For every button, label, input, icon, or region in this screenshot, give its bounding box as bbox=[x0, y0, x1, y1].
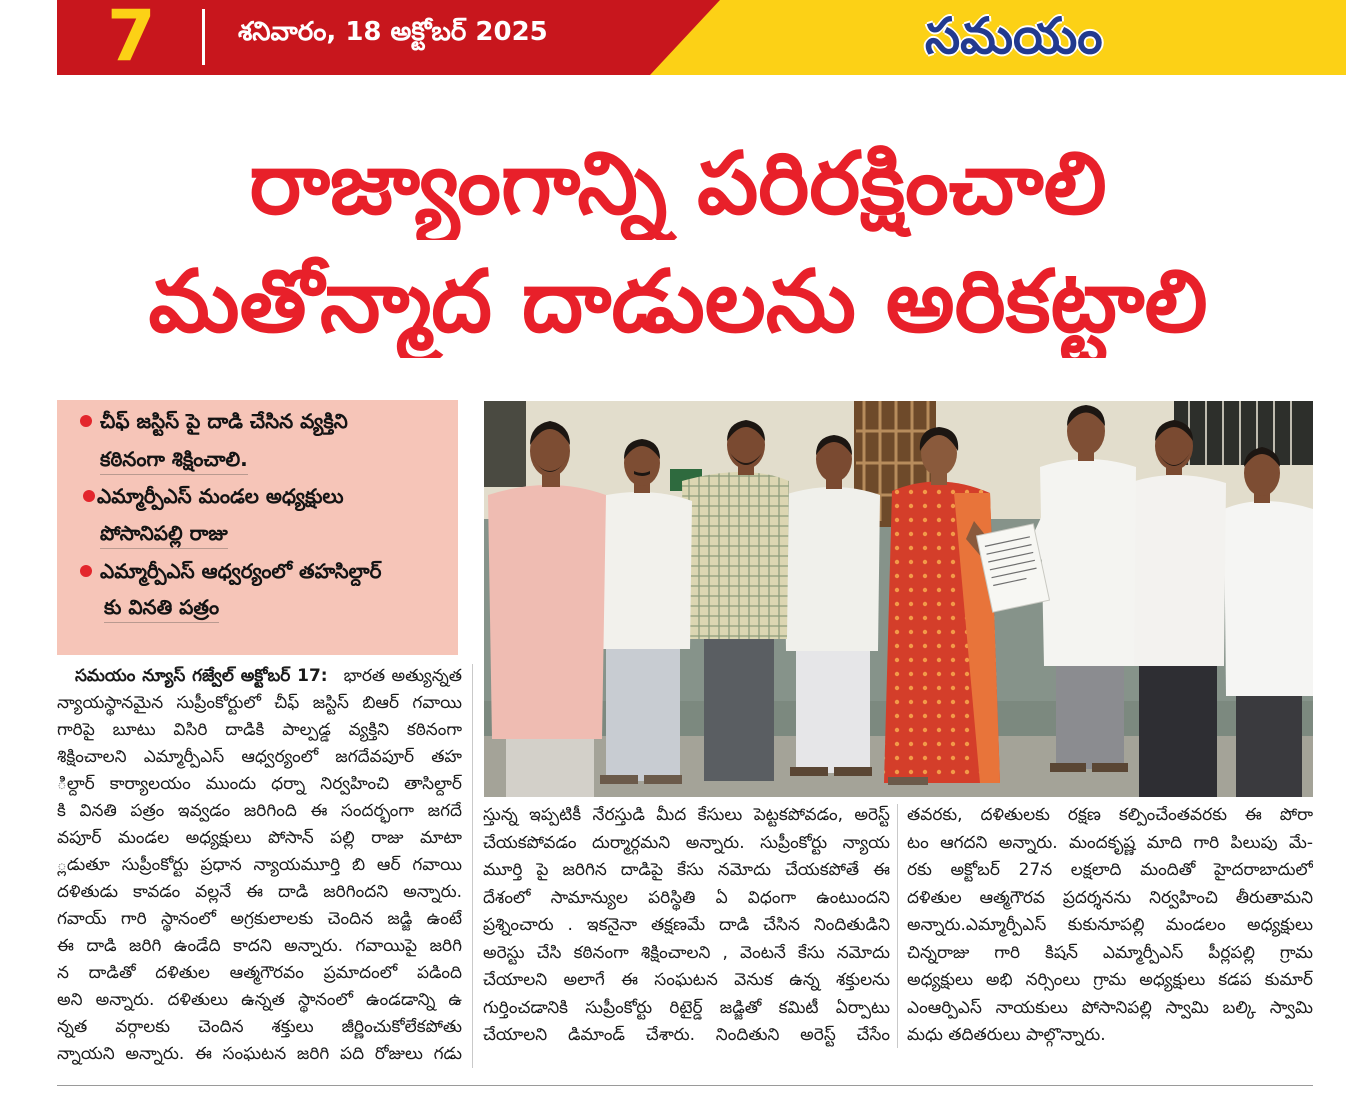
trousers bbox=[1056, 663, 1124, 769]
news-photo-illustration bbox=[484, 401, 1313, 797]
shirt bbox=[784, 487, 880, 651]
trousers bbox=[1139, 663, 1217, 797]
headline-line-2: మతోన్మాద దాడులను అరికట్టాలి bbox=[148, 252, 1208, 352]
sandal bbox=[888, 777, 928, 785]
article-line: గవాయ్ గారి స్థానంలో అగ్రకులాలకు చెందిన జడ్జి ఉంటే bbox=[57, 909, 462, 929]
article-line: అరెస్టు చేసి కఠినంగా శిక్షించాలని , వెంటనే కేసు నమోదు bbox=[483, 942, 890, 963]
highlight-2-line-1: ఎమ్మార్పీఎస్ మండల అధ్యక్షులు bbox=[97, 484, 344, 508]
article-line: తవరకు, దళితులకు రక్షణ కల్పించేంతవరకు ఈ పోరా bbox=[907, 805, 1313, 825]
article-line: మధు తదితరులు పాల్గొన్నారు. bbox=[907, 1025, 1106, 1045]
article-text: భారత అత్యున్నత bbox=[343, 666, 462, 686]
highlight-2-line-2: పోసానిపల్లి రాజు bbox=[100, 518, 228, 549]
article-line: ఎంఆర్పిఎస్ నాయకులు పోసానిపల్లి స్వామి బల్కి స్వామి bbox=[907, 997, 1313, 1018]
article-line: చేయాలని డిమాండ్ చేశారు. నిందితుని అరెస్ట్ చేసేం bbox=[483, 1025, 890, 1045]
article-line: వపూర్ మండల అధ్యక్షులు పోసాన్ పల్లి రాజు మాటా bbox=[57, 828, 462, 848]
article-line: మూర్తి పై జరిగిన దాడిపై కేసు నమోదు చేయకపోతే ఈ bbox=[483, 860, 890, 880]
article-line: ఈ దాడి జరిగి ఉండేది కాదని అన్నారు. గవాయిపై జరిగి bbox=[57, 936, 462, 956]
article-line: దళితుడు కావడం వల్లనే ఈ దాడి జరిగిందని అన్నారు. bbox=[57, 882, 462, 902]
article-line: న దాడితో దళితుల ఆత్మగౌరవం ప్రమాదంలో పడింది bbox=[57, 963, 462, 983]
dateline: సమయం న్యూస్ గజ్వేల్ అక్టోబర్ 17: bbox=[75, 666, 328, 686]
sandal bbox=[600, 775, 638, 784]
newspaper-logo: సమయం bbox=[925, 7, 1103, 65]
article-line: టం ఆగదని అన్నారు. మందకృష్ణ మాది గారి పిలుపు మే- bbox=[907, 832, 1313, 853]
sandal bbox=[1092, 763, 1128, 772]
trousers bbox=[704, 636, 774, 781]
highlight-3-line-1: ఎమ్మార్పీఎస్ ఆధ్వర్యంలో తహసిల్దార్ bbox=[100, 559, 382, 583]
article-column-2 bbox=[483, 802, 890, 1050]
page-header bbox=[57, 0, 1346, 75]
article-line bbox=[57, 663, 462, 690]
article-line: ిల్దార్ కార్యాలయం ముందు ధర్నా నిర్వహించి తాసిల్దార్ bbox=[57, 774, 462, 794]
article-column-1 bbox=[57, 663, 462, 1068]
trousers bbox=[606, 646, 680, 781]
article-line: న్యాయస్థానమైన సుప్రీంకోర్టులో చీఫ్ జస్టిస్ బిఆర్ గవాయి bbox=[57, 693, 462, 713]
barred-window bbox=[1174, 401, 1313, 465]
shirt bbox=[1040, 459, 1136, 666]
column-divider bbox=[472, 664, 473, 1068]
article-line: ్లడుతూ సుప్రీంకోర్టు ప్రధాన న్యాయమూర్తి బి ఆర్ గవాయి bbox=[57, 855, 462, 875]
column-divider bbox=[897, 804, 898, 1048]
article-line: గారిపై బూటు విసిరి దాడికి పాల్పడ్డ వ్యక్తిని కఠినంగా bbox=[57, 720, 462, 740]
article-line: దళితుల ఆత్మగౌరవ ప్రదర్శనను నిర్వహించి తీరుతామని bbox=[907, 887, 1313, 908]
trousers bbox=[796, 649, 870, 773]
article-line: అధ్యక్షులు అభి నర్సింలు గ్రామ అధ్యక్షులు కడప కుమార్ bbox=[907, 970, 1313, 990]
sandal bbox=[834, 767, 872, 776]
bullet-dot bbox=[80, 565, 92, 577]
article-line: న్నాయని అన్నారు. ఈ సంఘటన జరిగి పది రోజులు గడు bbox=[57, 1044, 462, 1064]
article-line: అని అన్నారు. దళితులు ఉన్నత స్థానంలో ఉండడాన్ని ఉ bbox=[57, 990, 462, 1010]
article-line: గుర్తించడానికి సుప్రీంకోర్టు రిటైర్డ్ జడ్జితో కమిటీ ఏర్పాటు bbox=[483, 997, 890, 1018]
highlight-1-line-2: కఠినంగా శిక్షించాలి. bbox=[100, 444, 248, 475]
shirt bbox=[1129, 475, 1226, 666]
doorway bbox=[484, 401, 526, 487]
issue-date: శనివారం, 18 అక్టోబర్ 2025 bbox=[238, 17, 548, 47]
article-line: స్తున్న ఇప్పటికీ నేరస్తుడి మీద కేసులు పెట్టకపోవడం, అరెస్ట్ bbox=[483, 805, 890, 825]
article-line: రకు అక్టోబర్ 27న లక్షలాది మందితో హైదరాబాదులో bbox=[907, 860, 1313, 880]
headline-line-1: రాజ్యాంగాన్ని పరిరక్షించాలి bbox=[249, 134, 1107, 234]
shirt bbox=[682, 472, 789, 639]
page-number: 7 bbox=[107, 0, 156, 75]
shirt bbox=[488, 485, 606, 739]
trousers bbox=[506, 736, 594, 797]
sandal bbox=[1050, 763, 1086, 772]
bullet-dot bbox=[80, 415, 92, 427]
sandal bbox=[790, 767, 828, 776]
news-photo bbox=[484, 401, 1313, 797]
highlights-box bbox=[57, 400, 458, 655]
article-line: అన్నారు.ఎమ్మార్పీఎస్ కుకునూపల్లి మండలం అధ్యక్షులు bbox=[907, 915, 1313, 935]
highlight-1-line-1: చీఫ్ జస్టిస్ పై దాడి చేసిన వ్యక్తిని bbox=[100, 409, 348, 433]
trousers bbox=[1236, 693, 1302, 797]
page-bottom-rule bbox=[57, 1085, 1313, 1086]
shirt bbox=[1224, 501, 1313, 696]
article-line: శిక్షించాలని ఎమ్మార్పీఎస్ ఆధ్వర్యంలో జగదేవపూర్ తహ bbox=[57, 747, 462, 767]
header-divider bbox=[202, 9, 205, 65]
article-line: చేయాలని అలాగే ఈ సంఘటన వెనుక ఉన్న శక్తులను bbox=[483, 970, 890, 990]
article-line: కి వినతి పత్రం ఇవ్వడం జరిగింది ఈ సందర్భంగా జగదే bbox=[57, 801, 462, 821]
article-column-3 bbox=[907, 802, 1313, 1050]
sandal bbox=[644, 775, 682, 784]
bullet-dot bbox=[83, 490, 95, 502]
article-line: దేశంలో సామాన్యుల పరిస్థితి ఏ విధంగా ఉంటుందని bbox=[483, 887, 890, 908]
article-line: ప్రశ్నించారు . ఇకనైనా తక్షణమే దాడి చేసిన నిందితుడిని bbox=[483, 915, 890, 935]
article-line: చిన్నరాజు గారి కిషన్ ఎమ్మార్పీఎస్ పీర్లపల్లి గ్రామ bbox=[907, 942, 1313, 963]
article-line: న్నత వర్గాలకు చెందిన శక్తులు జీర్ణించుకోలేకపోతు bbox=[57, 1017, 462, 1037]
article-line: చేయకపోవడం దుర్మార్గమని అన్నారు. సుప్రీంకోర్టు న్యాయ bbox=[483, 832, 890, 853]
highlight-3-line-2: కు వినతి పత్రం bbox=[104, 592, 219, 623]
